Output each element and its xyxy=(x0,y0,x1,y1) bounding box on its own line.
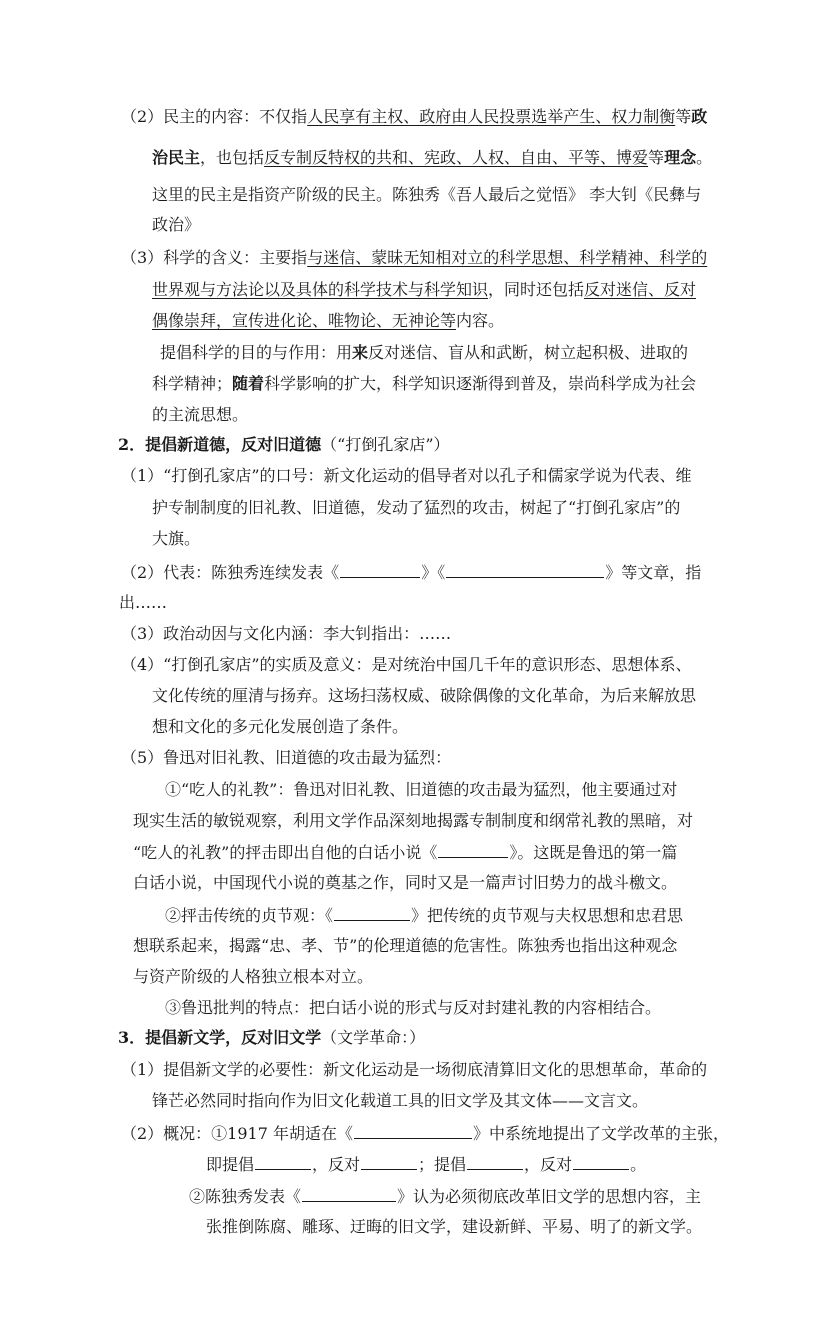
section-2-heading xyxy=(118,433,450,459)
s2-p1-line2: 护专制制度的旧礼教、旧道德，发动了猛烈的攻击，树起了“打倒孔家店”的 xyxy=(152,498,681,517)
s2-item1-line4: 白话小说，中国现代小说的奠基之作，同时又是一篇声讨旧势力的战斗檄文。 xyxy=(133,873,678,892)
s2-p4-line1: （4）“打倒孔家店”的实质及意义：是对统治中国几千年的意识形态、思想体系、 xyxy=(121,655,692,674)
text: “吃人的礼教”的抨击即出自他的白话小说《 xyxy=(133,843,438,862)
text: 科学影响的扩大，科学知识逐渐得到普及，崇尚科学成为社会 xyxy=(264,374,697,393)
text: 》认为必须彻底改革旧文学的思想内容，主 xyxy=(397,1187,702,1206)
underlined-text: 偶像崇拜，宣传进化论、唯物论、无神论等 xyxy=(152,311,457,330)
heading-subtitle: （文学革命：） xyxy=(321,1028,426,1047)
fill-blank[interactable] xyxy=(354,1121,472,1139)
text: （2）概况：①1917 年胡适在《 xyxy=(121,1124,353,1143)
text: 等 xyxy=(648,148,665,167)
paragraph-science-line4 xyxy=(160,341,688,367)
s3-p2-line2 xyxy=(206,1152,646,1178)
underlined-text: 与迷信、蒙昧无知相对立的科学思想、科学精神、科学的 xyxy=(307,248,708,267)
s2-p2-line2: 出…… xyxy=(119,593,168,612)
s2-p2-line1 xyxy=(121,560,701,586)
text: 》。这既是鲁迅的第一篇 xyxy=(509,843,678,862)
text: ；提倡 xyxy=(418,1155,467,1174)
paragraph-science-line6: 的主流思想。 xyxy=(152,405,249,424)
text: ，反对 xyxy=(312,1155,361,1174)
underlined-text: 人民享有主权、政府由人民投票选举产生、权力制衡 xyxy=(307,107,676,126)
s2-p1-line3: 大旗。 xyxy=(152,529,201,548)
paragraph-science-line2 xyxy=(152,278,696,304)
heading-text: 2．提倡新道德，反对旧道德 xyxy=(118,435,322,454)
text: （2）民主的内容：不仅指 xyxy=(121,107,308,126)
text: 科学精神； xyxy=(152,374,233,393)
s2-p1-line1: （1）“打倒孔家店”的口号：新文化运动的倡导者对以孔子和儒家学说为代表、维 xyxy=(121,466,692,485)
underlined-text: 反对迷信、反对 xyxy=(584,280,697,299)
fill-blank[interactable] xyxy=(446,560,604,578)
fill-blank[interactable] xyxy=(467,1152,523,1170)
text: ，同时还包括 xyxy=(488,280,585,299)
text: ②抨击传统的贞节观：《 xyxy=(165,906,334,925)
s2-p4-line2: 文化传统的厘清与扬弃。这场扫荡权威、破除偶像的文化革命，为后来解放思 xyxy=(152,686,697,705)
text: 》《 xyxy=(421,563,446,582)
text: 等 xyxy=(675,107,692,126)
underlined-text: 世界观与方法论以及具体的科学技术与科学知识 xyxy=(152,280,489,299)
text: 》把传统的贞节观与夫权思想和忠君思 xyxy=(411,906,684,925)
text: 即提倡 xyxy=(206,1155,255,1174)
paragraph-science-line3 xyxy=(152,309,504,335)
s2-item3: ③鲁迅批判的特点：把白话小说的形式与反对封建礼教的内容相结合。 xyxy=(165,998,662,1017)
bold-text: 政 xyxy=(691,107,708,126)
paragraph-science-line5 xyxy=(152,372,696,398)
text: ②陈独秀发表《 xyxy=(189,1187,302,1206)
s3-p2-line4: 张推倒陈腐、雕琢、迂晦的旧文学，建设新鲜、平易、明了的新文学。 xyxy=(206,1217,703,1236)
paragraph-democracy-line3: 这里的民主是指资产阶级的民主。陈独秀《吾人最后之觉悟》 李大钊《民彝与 xyxy=(152,185,702,204)
fill-blank[interactable] xyxy=(334,903,410,921)
text: 。 xyxy=(696,148,713,167)
text: 。 xyxy=(630,1155,647,1174)
bold-text: 理念 xyxy=(664,148,697,167)
paragraph-science-line1 xyxy=(121,246,707,272)
heading-text: 3．提倡新文学，反对旧文学 xyxy=(118,1028,322,1047)
text: （3）科学的含义：主要指 xyxy=(121,248,308,267)
s2-item2-line1 xyxy=(165,903,683,929)
text: ，也包括 xyxy=(200,148,265,167)
s3-p1-line1: （1）提倡新文学的必要性：新文化运动是一场彻底清算旧文化的思想革命，革命的 xyxy=(121,1060,708,1079)
bold-text: 来 xyxy=(352,343,369,362)
paragraph-democracy-line1 xyxy=(121,105,707,131)
underlined-text: 反专制反特权的共和、宪政、人权、自由、平等、博爱 xyxy=(264,148,649,167)
fill-blank[interactable] xyxy=(573,1152,629,1170)
bold-text: 随着 xyxy=(232,374,265,393)
s3-p2-line3 xyxy=(189,1184,701,1210)
text: 内容。 xyxy=(456,311,505,330)
fill-blank[interactable] xyxy=(302,1184,396,1202)
heading-subtitle: （“打倒孔家店”） xyxy=(321,435,450,454)
s3-p1-line2: 锋芒必然同时指向作为旧文化载道工具的旧文学及其文体——文言文。 xyxy=(152,1091,649,1110)
s2-p4-line3: 想和文化的多元化发展创造了条件。 xyxy=(152,717,409,736)
paragraph-democracy-line4: 政治》 xyxy=(152,215,201,234)
text: 反对迷信、盲从和武断，树立起积极、进取的 xyxy=(368,343,689,362)
fill-blank[interactable] xyxy=(255,1152,311,1170)
fill-blank[interactable] xyxy=(340,560,420,578)
s2-item2-line2: 想联系起来，揭露“忠、孝、节”的伦理道德的危害性。陈独秀也指出这种观念 xyxy=(133,936,678,955)
text: 提倡科学的目的与作用：用 xyxy=(160,343,353,362)
s2-item2-line3: 与资产阶级的人格独立根本对立。 xyxy=(133,967,374,986)
fill-blank[interactable] xyxy=(361,1152,417,1170)
bold-text: 治民主 xyxy=(152,148,201,167)
fill-blank[interactable] xyxy=(438,840,508,858)
text: ，反对 xyxy=(524,1155,573,1174)
s3-p2-line1 xyxy=(121,1121,729,1147)
s2-item1-line2: 现实生活的敏锐观察，利用文学作品深刻地揭露专制制度和纲常礼教的黑暗，对 xyxy=(133,811,694,830)
s2-p3: （3）政治动因与文化内涵：李大钊指出：…… xyxy=(121,624,452,643)
text: 》中系统地提出了文学改革的主张， xyxy=(473,1124,730,1143)
section-3-heading xyxy=(118,1026,425,1052)
text: （2）代表：陈独秀连续发表《 xyxy=(121,563,340,582)
text: 》等文章，指 xyxy=(605,563,702,582)
s2-item1-line3 xyxy=(133,840,677,866)
s2-p5: （5）鲁迅对旧礼教、旧道德的攻击最为猛烈： xyxy=(121,748,452,767)
paragraph-democracy-line2 xyxy=(152,146,712,172)
s2-item1-line1: ①“吃人的礼教”：鲁迅对旧礼教、旧道德的攻击最为猛烈，他主要通过对 xyxy=(165,780,678,799)
